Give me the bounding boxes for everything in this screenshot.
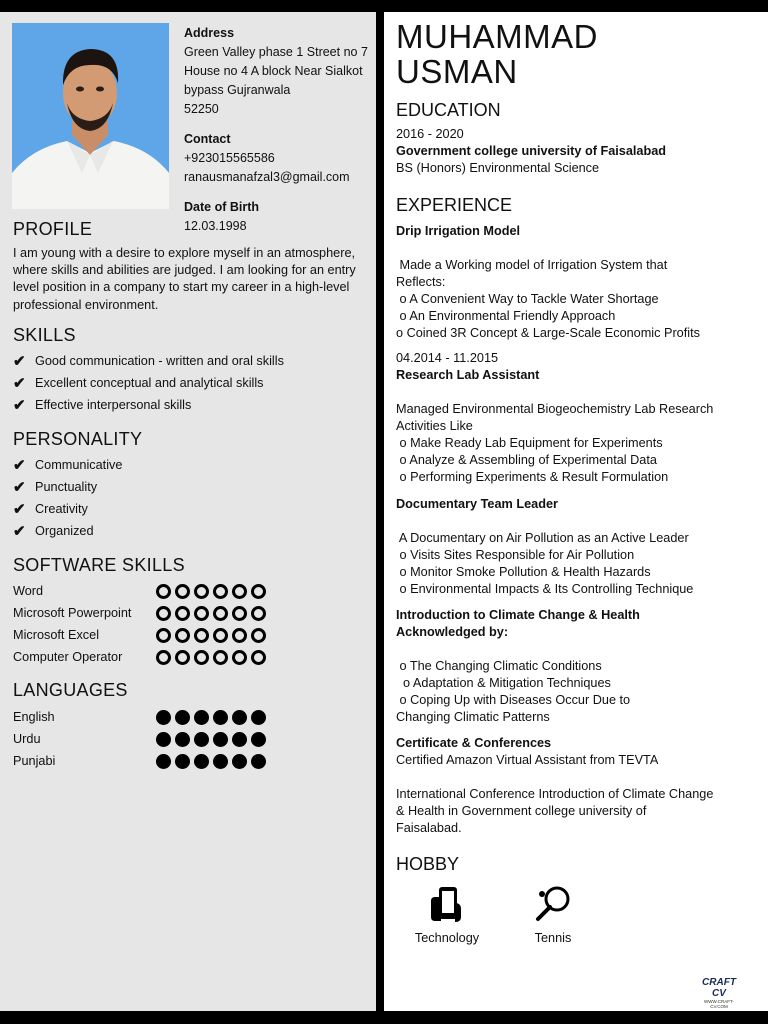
- list-item: ✔ Excellent conceptual and analytical skills: [13, 375, 264, 392]
- skill-name: Microsoft Powerpoint: [13, 606, 132, 620]
- rating-dot-empty: [194, 606, 209, 621]
- skills-heading: SKILLS: [13, 325, 76, 345]
- email-address[interactable]: ranausmanafzal3@gmail.com: [184, 170, 350, 184]
- skill-name: Computer Operator: [13, 650, 123, 664]
- experience-line: o Coping Up with Diseases Occur Due to: [396, 693, 631, 707]
- brand-logo-text: CRAFT CV: [702, 977, 736, 999]
- contact-label: Contact: [184, 132, 231, 146]
- rating-dot-filled: [175, 732, 190, 747]
- rating-dot-empty: [175, 606, 190, 621]
- address-line: Green Valley phase 1 Street no 7: [184, 45, 368, 59]
- language-row: [13, 728, 270, 750]
- experience-item: [396, 223, 756, 342]
- phone-hand-icon: [427, 885, 467, 925]
- list-item: ✔ Good communication - written and oral skills: [13, 353, 284, 370]
- experience-line: Managed Environmental Biogeochemistry Lab Research: [396, 402, 714, 416]
- postal-code: 52250: [184, 102, 219, 116]
- language-name: Urdu: [13, 732, 41, 746]
- language-row: [13, 750, 270, 772]
- list-item: ✔ Communicative: [13, 457, 123, 474]
- rating-dot-filled: [156, 754, 171, 769]
- top-border: [0, 0, 768, 12]
- rating-dots: [156, 584, 270, 599]
- rating-dots: [156, 606, 270, 621]
- personality-list: [13, 454, 122, 542]
- experience-item: [396, 350, 756, 486]
- profile-heading: PROFILE: [13, 219, 93, 239]
- experience-title: Documentary Team Leader: [396, 497, 558, 511]
- education-years: 2016 - 2020: [396, 127, 464, 141]
- education-school: Government college university of Faisalabad: [396, 144, 667, 158]
- check-icon: ✔: [13, 523, 26, 540]
- rating-dot-empty: [156, 650, 171, 665]
- rating-dot-empty: [251, 606, 266, 621]
- rating-dot-filled: [213, 710, 228, 725]
- rating-dot-filled: [251, 732, 266, 747]
- phone-number[interactable]: +923015565586: [184, 151, 275, 165]
- rating-dot-filled: [232, 710, 247, 725]
- list-item: ✔ Creativity: [13, 501, 88, 518]
- rating-dot-empty: [156, 628, 171, 643]
- rating-dot-empty: [175, 584, 190, 599]
- language-name: English: [13, 710, 55, 724]
- rating-dots: [156, 650, 270, 665]
- experience-item: [396, 496, 756, 598]
- address-label: Address: [184, 26, 235, 40]
- rating-dot-empty: [251, 628, 266, 643]
- experience-line: o The Changing Climatic Conditions: [396, 659, 602, 673]
- language-name: Punjabi: [13, 754, 56, 768]
- right-column: [384, 12, 768, 1011]
- experience-line: o Visits Sites Responsible for Air Pollution: [396, 548, 635, 562]
- brand-url: WWW.CRAFT-CV.COM: [704, 999, 734, 1009]
- hobby-heading: HOBBY: [396, 854, 460, 874]
- address-line: House no 4 A block Near Sialkot: [184, 64, 363, 78]
- bottom-border: [0, 1011, 768, 1024]
- check-icon: ✔: [13, 397, 26, 414]
- language-row: [13, 706, 270, 728]
- rating-dot-empty: [232, 606, 247, 621]
- rating-dot-filled: [213, 754, 228, 769]
- skill-name: Microsoft Excel: [13, 628, 100, 642]
- brand-logo: [696, 977, 742, 1009]
- education-degree: BS (Honors) Environmental Science: [396, 161, 600, 175]
- rating-dot-filled: [175, 710, 190, 725]
- list-item: ✔ Effective interpersonal skills: [13, 397, 192, 414]
- rating-dot-empty: [232, 650, 247, 665]
- rating-dot-filled: [194, 754, 209, 769]
- experience-dates: 04.2014 - 11.2015: [396, 351, 499, 365]
- languages-heading: LANGUAGES: [13, 680, 128, 700]
- rating-dot-empty: [156, 606, 171, 621]
- check-icon: ✔: [13, 457, 26, 474]
- rating-dot-filled: [232, 732, 247, 747]
- dob-label: Date of Birth: [184, 200, 259, 214]
- rating-dots: [156, 732, 270, 747]
- experience-line: Made a Working model of Irrigation System that: [396, 258, 668, 272]
- left-column: [0, 12, 376, 1011]
- rating-dot-empty: [175, 628, 190, 643]
- profile-text: I am young with a desire to explore myself in an atmosphere, where skills and abilities are judged. I am looking for an entry level position in a company to start my career in a high-level professional environment.: [13, 246, 356, 312]
- experience-line: o Environmental Impacts & Its Controlling Technique: [396, 582, 694, 596]
- experience-line: o Make Ready Lab Equipment for Experiments: [396, 436, 663, 450]
- rating-dot-empty: [251, 584, 266, 599]
- list-item: ✔ Punctuality: [13, 479, 98, 496]
- rating-dot-filled: [251, 710, 266, 725]
- tennis-racket-icon: [533, 885, 573, 925]
- skills-list: [13, 350, 284, 416]
- experience-title: Acknowledged by:: [396, 625, 509, 639]
- rating-dot-empty: [232, 584, 247, 599]
- skill-row: [13, 580, 270, 602]
- rating-dot-filled: [213, 732, 228, 747]
- skill-row: [13, 602, 270, 624]
- experience-title: Research Lab Assistant: [396, 368, 540, 382]
- rating-dot-filled: [156, 710, 171, 725]
- certificate-line: Faisalabad.: [396, 821, 462, 835]
- hobby-label: Technology: [414, 931, 480, 945]
- contact-info: [184, 24, 376, 236]
- experience-line: o Adaptation & Mitigation Techniques: [396, 676, 611, 690]
- experience-line: o A Convenient Way to Tackle Water Shortage: [396, 292, 659, 306]
- skill-row: [13, 624, 270, 646]
- profile-photo: [12, 23, 169, 209]
- skill-row: [13, 646, 270, 668]
- hobby-item-technology: [410, 885, 484, 945]
- experience-line: Activities Like: [396, 419, 473, 433]
- rating-dot-empty: [251, 650, 266, 665]
- software-skills-table: [13, 580, 270, 668]
- experience-line: o Coined 3R Concept & Large-Scale Economic Profits: [396, 326, 700, 340]
- dob-value: 12.03.1998: [184, 219, 247, 233]
- skill-name: Word: [13, 584, 44, 598]
- last-name: USMAN: [396, 53, 518, 90]
- rating-dot-empty: [194, 584, 209, 599]
- certificate-line: International Conference Introduction of Climate Change: [396, 787, 714, 801]
- rating-dot-filled: [251, 754, 266, 769]
- certificate-line: & Health in Government college university of: [396, 804, 647, 818]
- rating-dot-filled: [232, 754, 247, 769]
- experience-line: o Analyze & Assembling of Experimental Data: [396, 453, 657, 467]
- rating-dot-filled: [194, 732, 209, 747]
- rating-dot-empty: [232, 628, 247, 643]
- experience-line: Changing Climatic Patterns: [396, 710, 550, 724]
- rating-dot-empty: [194, 650, 209, 665]
- first-name: MUHAMMAD: [396, 18, 598, 55]
- address-line: bypass Gujranwala: [184, 83, 291, 97]
- experience-line: o Performing Experiments & Result Formulation: [396, 470, 669, 484]
- check-icon: ✔: [13, 353, 26, 370]
- experience-line: A Documentary on Air Pollution as an Active Leader: [396, 531, 689, 545]
- hobby-label: Tennis: [534, 931, 572, 945]
- rating-dot-filled: [175, 754, 190, 769]
- languages-table: [13, 706, 270, 772]
- hobby-item-tennis: [520, 885, 586, 945]
- rating-dot-empty: [213, 650, 228, 665]
- experience-item: [396, 607, 756, 726]
- rating-dot-empty: [175, 650, 190, 665]
- check-icon: ✔: [13, 479, 26, 496]
- rating-dot-filled: [194, 710, 209, 725]
- certificates-title: Certificate & Conferences: [396, 736, 552, 750]
- experience-title: Drip Irrigation Model: [396, 224, 521, 238]
- check-icon: ✔: [13, 375, 26, 392]
- rating-dot-filled: [156, 732, 171, 747]
- education-heading: EDUCATION: [396, 100, 501, 120]
- certificates-block: [396, 735, 756, 837]
- rating-dots: [156, 754, 270, 769]
- experience-heading: EXPERIENCE: [396, 195, 513, 215]
- rating-dot-empty: [213, 584, 228, 599]
- check-icon: ✔: [13, 501, 26, 518]
- rating-dot-empty: [194, 628, 209, 643]
- candidate-name: [396, 19, 598, 89]
- rating-dots: [156, 710, 270, 725]
- experience-line: Reflects:: [396, 275, 446, 289]
- rating-dot-empty: [156, 584, 171, 599]
- rating-dot-empty: [213, 628, 228, 643]
- column-divider: [376, 0, 384, 1024]
- rating-dots: [156, 628, 270, 643]
- experience-title: Introduction to Climate Change & Health: [396, 608, 640, 622]
- software-heading: SOFTWARE SKILLS: [13, 555, 185, 575]
- certificate-line: Certified Amazon Virtual Assistant from TEVTA: [396, 753, 659, 767]
- education-block: [396, 126, 756, 177]
- experience-line: o An Environmental Friendly Approach: [396, 309, 616, 323]
- list-item: ✔ Organized: [13, 523, 94, 540]
- rating-dot-empty: [213, 606, 228, 621]
- experience-line: o Monitor Smoke Pollution & Health Hazards: [396, 565, 651, 579]
- personality-heading: PERSONALITY: [13, 429, 143, 449]
